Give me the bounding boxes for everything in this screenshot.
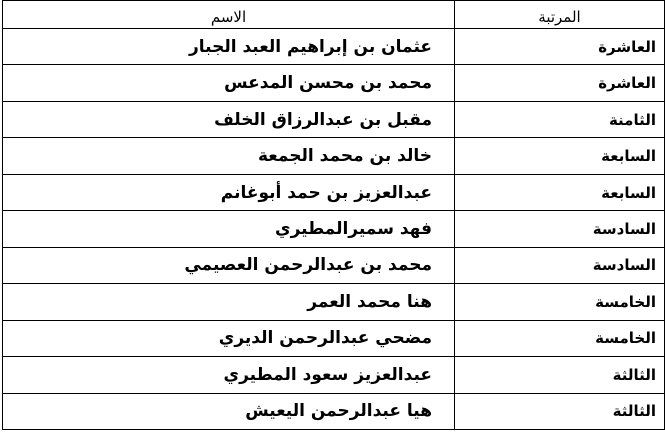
name-cell: محمد بن محسن المدعس bbox=[3, 65, 455, 101]
rank-cell: السادسة bbox=[455, 211, 665, 247]
header-name-cell: الاسم bbox=[3, 1, 455, 29]
table-row bbox=[3, 393, 665, 429]
name-cell: فهد سميرالمطيري bbox=[3, 211, 455, 247]
rank-cell: السادسة bbox=[455, 247, 665, 283]
employee-rank-table bbox=[2, 0, 665, 430]
rank-cell: السابعة bbox=[455, 138, 665, 174]
table-row bbox=[3, 101, 665, 137]
name-cell: عثمان بن إبراهيم العبد الجبار bbox=[3, 29, 455, 65]
table-row bbox=[3, 247, 665, 283]
rank-cell: الثالثة bbox=[455, 393, 665, 429]
name-cell: مقبل بن عبدالرزاق الخلف bbox=[3, 101, 455, 137]
name-cell: عبدالعزيز سعود المطيري bbox=[3, 357, 455, 393]
rank-cell: العاشرة bbox=[455, 29, 665, 65]
table-row bbox=[3, 284, 665, 320]
name-cell: هيا عبدالرحمن اليعيش bbox=[3, 393, 455, 429]
name-cell: مضحي عبدالرحمن الديري bbox=[3, 320, 455, 356]
rank-cell: الثامنة bbox=[455, 101, 665, 137]
header-row bbox=[3, 1, 665, 29]
name-cell: محمد بن عبدالرحمن العصيمي bbox=[3, 247, 455, 283]
table-header bbox=[3, 1, 665, 29]
rank-cell: السابعة bbox=[455, 174, 665, 210]
name-cell: عبدالعزيز بن حمد أبوغانم bbox=[3, 174, 455, 210]
rank-cell: العاشرة bbox=[455, 65, 665, 101]
rank-cell: الثالثة bbox=[455, 357, 665, 393]
table-row bbox=[3, 357, 665, 393]
table-row bbox=[3, 29, 665, 65]
table-row bbox=[3, 65, 665, 101]
table-row bbox=[3, 138, 665, 174]
table-row bbox=[3, 174, 665, 210]
rank-cell: الخامسة bbox=[455, 284, 665, 320]
table-row bbox=[3, 320, 665, 356]
rank-cell: الخامسة bbox=[455, 320, 665, 356]
table-body bbox=[3, 29, 665, 430]
name-cell: هنا محمد العمر bbox=[3, 284, 455, 320]
table-row bbox=[3, 211, 665, 247]
header-rank-cell: المرتبة bbox=[455, 1, 665, 29]
name-cell: خالد بن محمد الجمعة bbox=[3, 138, 455, 174]
